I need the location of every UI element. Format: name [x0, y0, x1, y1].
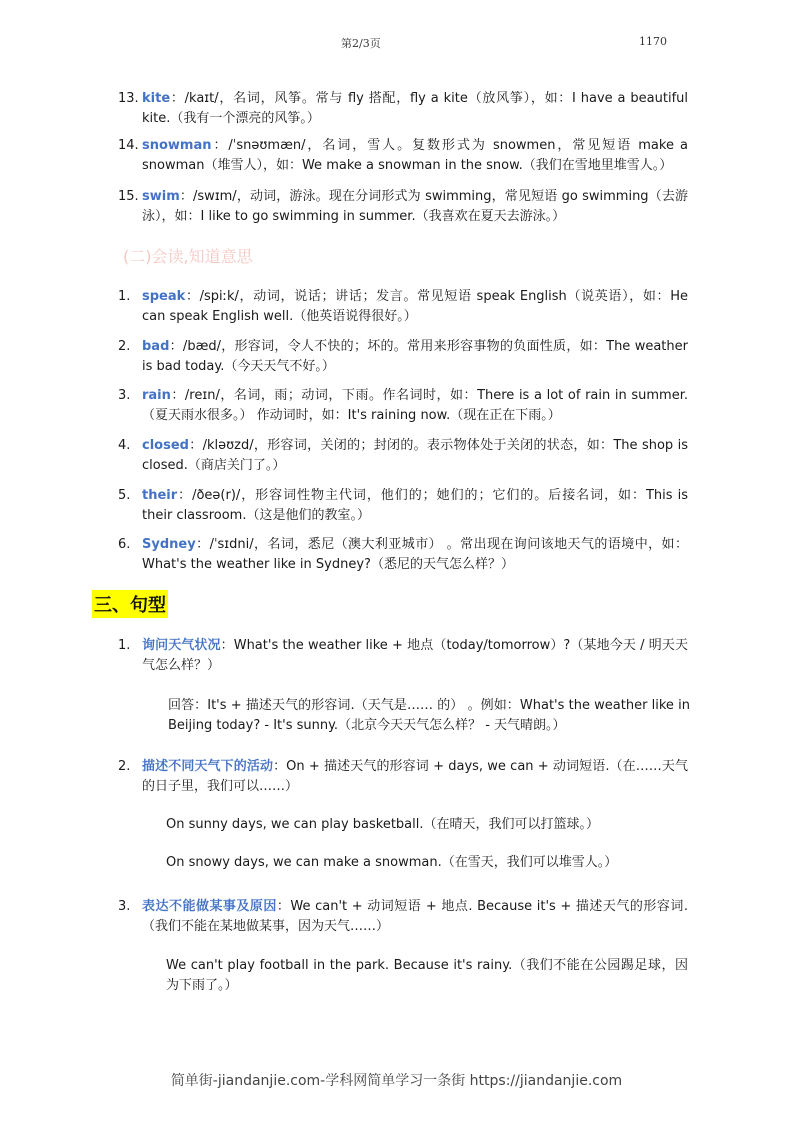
doc-number: 1170: [639, 35, 667, 48]
item-number: 2.: [118, 759, 131, 774]
item-number: 6.: [118, 537, 131, 552]
vocab-word: bad: [142, 339, 170, 354]
vocab-item: [118, 535, 688, 575]
pattern-formula: ：We can't + 动词短语 + 地点. Because it's + 描述天气的形容词.（我们不能在某地做某事，因为天气……）: [142, 899, 688, 934]
vocab-item: [118, 136, 688, 176]
vocab-definition: ：/spiːk/，动词，说话；讲话；发言。常见短语 speak English（说英语），如：He can speak English well.（他英语说得很好。）: [142, 289, 688, 324]
vocab-definition: ：/kləʊzd/，形容词，关闭的；封闭的。表示物体处于关闭的状态，如：The shop is closed.（商店关门了。）: [142, 438, 688, 473]
section-title: 三、句型: [92, 590, 168, 618]
item-number: 3.: [118, 899, 131, 914]
item-number: 2.: [118, 339, 131, 354]
page-label: 第2/3页: [341, 37, 381, 50]
pattern-example: 回答：It's + 描述天气的形容词.（天气是…… 的） 。例如：What's the weather like in Beijing today? - It's sunny.（北京今天天气怎么样？ - 天气晴朗。）: [168, 698, 690, 733]
vocab-item: [118, 436, 688, 476]
pattern-formula: ：On + 描述天气的形容词 + days, we can + 动词短语.（在……天气的日子里，我们可以……）: [142, 759, 688, 794]
pattern-example: On sunny days, we can play basketball.（在晴天，我们可以打篮球。）: [166, 817, 599, 832]
vocab-word: Sydney: [142, 537, 196, 552]
vocab-definition: ：/ðeə(r)/，形容词性物主代词，他们的；她们的；它们的。后接名词，如：This is their classroom.（这是他们的教室。）: [142, 488, 688, 523]
vocab-word: snowman: [142, 138, 212, 153]
vocab-word: swim: [142, 189, 180, 204]
vocab-item: [118, 386, 688, 426]
item-number: 4.: [118, 438, 131, 453]
pattern-label: 描述不同天气下的活动: [142, 759, 274, 774]
page-footer: 简单街-jiandanjie.com-学科网简单学习一条街 https://jiandanjie.com: [170, 1073, 623, 1089]
pattern-example: On snowy days, we can make a snowman.（在雪天，我们可以堆雪人。）: [166, 855, 618, 870]
vocab-word: kite: [142, 91, 171, 106]
vocab-definition: ：/ˈsɪdni/，名词，悉尼（澳大利亚城市） 。常出现在询问该地天气的语境中，如：What's the weather like in Sydney?（悉尼的天气怎么样？）: [142, 537, 688, 572]
vocab-word: their: [142, 488, 178, 503]
pattern-formula: ：What's the weather like + 地点（today/tomorrow）?（某地今天 / 明天天气怎么样？）: [142, 638, 688, 673]
pattern-item: [118, 757, 688, 797]
item-number: 3.: [118, 388, 131, 403]
vocab-item: [118, 89, 688, 129]
vocab-item: [118, 187, 688, 227]
vocab-word: speak: [142, 289, 186, 304]
item-number: 1.: [118, 289, 131, 304]
vocab-definition: ：/ˈsnəʊmæn/，名词，雪人。复数形式为 snowmen，常见短语 make a snowman（堆雪人），如：We make a snowman in the snow.（我们在雪地里堆雪人。）: [142, 138, 688, 173]
vocab-item: [118, 287, 688, 327]
item-number: 15.: [118, 189, 139, 204]
vocab-definition: ：/bæd/，形容词，令人不快的；坏的。常用来形容事物的负面性质，如：The weather is bad today.（今天天气不好。）: [142, 339, 688, 374]
pattern-item: [118, 897, 688, 937]
subsection-title: (二)会读,知道意思: [123, 247, 253, 266]
vocab-item: [118, 337, 688, 377]
pattern-example: We can't play football in the park. Because it's rainy.（我们不能在公园踢足球，因为下雨了。）: [166, 958, 688, 993]
vocab-word: closed: [142, 438, 189, 453]
item-number: 1.: [118, 638, 131, 653]
pattern-label: 询问天气状况: [142, 638, 221, 653]
vocab-definition: ：/kaɪt/，名词，风筝。常与 fly 搭配，fly a kite（放风筝），如：I have a beautiful kite.（我有一个漂亮的风筝。）: [142, 91, 688, 126]
vocab-definition: ：/reɪn/，名词，雨；动词，下雨。作名词时，如：There is a lot of rain in summer.（夏天雨水很多。） 作动词时，如：It's raining now.（现在正在下雨。）: [142, 388, 688, 423]
item-number: 5.: [118, 488, 131, 503]
pattern-item: [118, 636, 688, 676]
pattern-label: 表达不能做某事及原因: [142, 899, 277, 914]
item-number: 13.: [118, 91, 139, 106]
vocab-item: [118, 486, 688, 526]
vocab-word: rain: [142, 388, 171, 403]
vocab-definition: ：/swɪm/，动词，游泳。现在分词形式为 swimming，常见短语 go swimming（去游泳），如：I like to go swimming in summer.（我喜欢在夏天去游泳。）: [142, 189, 688, 224]
item-number: 14.: [118, 138, 139, 153]
